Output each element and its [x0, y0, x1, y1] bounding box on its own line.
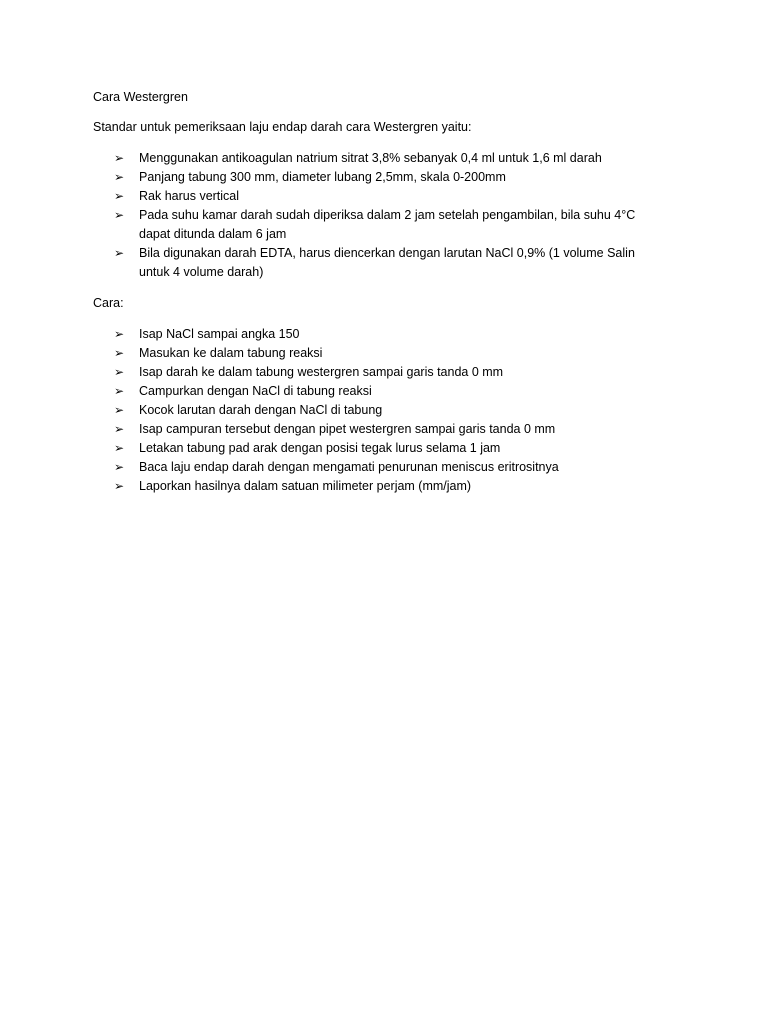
steps-list — [93, 325, 668, 496]
list-item-text: Rak harus vertical — [139, 189, 240, 203]
arrow-bullet-icon: ➢ — [114, 189, 125, 203]
cara-label: Cara: — [93, 296, 124, 310]
list-item-text: Isap darah ke dalam tabung westergren sampai garis tanda 0 mm — [139, 365, 504, 379]
arrow-bullet-icon: ➢ — [114, 170, 125, 184]
arrow-bullet-icon: ➢ — [114, 346, 125, 360]
list-item-text: Bila digunakan darah EDTA, harus diencerkan dengan larutan NaCl 0,9% (1 volume Salin untuk 4 volume darah) — [139, 246, 635, 279]
list-item — [93, 244, 668, 282]
list-item-text: Menggunakan antikoagulan natrium sitrat 3,8% sebanyak 0,4 ml untuk 1,6 ml darah — [139, 151, 602, 165]
arrow-bullet-icon: ➢ — [114, 246, 125, 260]
list-item — [93, 477, 668, 496]
list-item — [93, 382, 668, 401]
list-item — [93, 420, 668, 439]
arrow-bullet-icon: ➢ — [114, 208, 125, 222]
list-item-text: Panjang tabung 300 mm, diameter lubang 2,5mm, skala 0-200mm — [139, 170, 506, 184]
list-item — [93, 439, 668, 458]
list-item-text: Kocok larutan darah dengan NaCl di tabung — [139, 403, 383, 417]
arrow-bullet-icon: ➢ — [114, 365, 125, 379]
arrow-bullet-icon: ➢ — [114, 327, 125, 341]
list-item — [93, 149, 668, 168]
list-item-text: Masukan ke dalam tabung reaksi — [139, 346, 323, 360]
list-item — [93, 458, 668, 477]
list-item — [93, 206, 668, 244]
arrow-bullet-icon: ➢ — [114, 422, 125, 436]
list-item-text: Isap campuran tersebut dengan pipet westergren sampai garis tanda 0 mm — [139, 422, 556, 436]
list-item-text: Letakan tabung pad arak dengan posisi tegak lurus selama 1 jam — [139, 441, 501, 455]
list-item — [93, 325, 668, 344]
arrow-bullet-icon: ➢ — [114, 403, 125, 417]
list-item — [93, 401, 668, 420]
arrow-bullet-icon: ➢ — [114, 479, 125, 493]
arrow-bullet-icon: ➢ — [114, 460, 125, 474]
standards-list — [93, 149, 668, 282]
document-title: Cara Westergren — [93, 90, 188, 104]
list-item-text: Pada suhu kamar darah sudah diperiksa dalam 2 jam setelah pengambilan, bila suhu 4°C dapat ditunda dalam 6 jam — [139, 208, 636, 241]
list-item-text: Laporkan hasilnya dalam satuan milimeter perjam (mm/jam) — [139, 479, 472, 493]
list-item-text: Campurkan dengan NaCl di tabung reaksi — [139, 384, 372, 398]
list-item — [93, 344, 668, 363]
list-item — [93, 363, 668, 382]
list-item — [93, 187, 668, 206]
arrow-bullet-icon: ➢ — [114, 384, 125, 398]
list-item-text: Isap NaCl sampai angka 150 — [139, 327, 300, 341]
arrow-bullet-icon: ➢ — [114, 151, 125, 165]
arrow-bullet-icon: ➢ — [114, 441, 125, 455]
list-item — [93, 168, 668, 187]
list-item-text: Baca laju endap darah dengan mengamati penurunan meniscus eritrositnya — [139, 460, 559, 474]
intro-paragraph: Standar untuk pemeriksaan laju endap darah cara Westergren yaitu: — [93, 120, 472, 134]
